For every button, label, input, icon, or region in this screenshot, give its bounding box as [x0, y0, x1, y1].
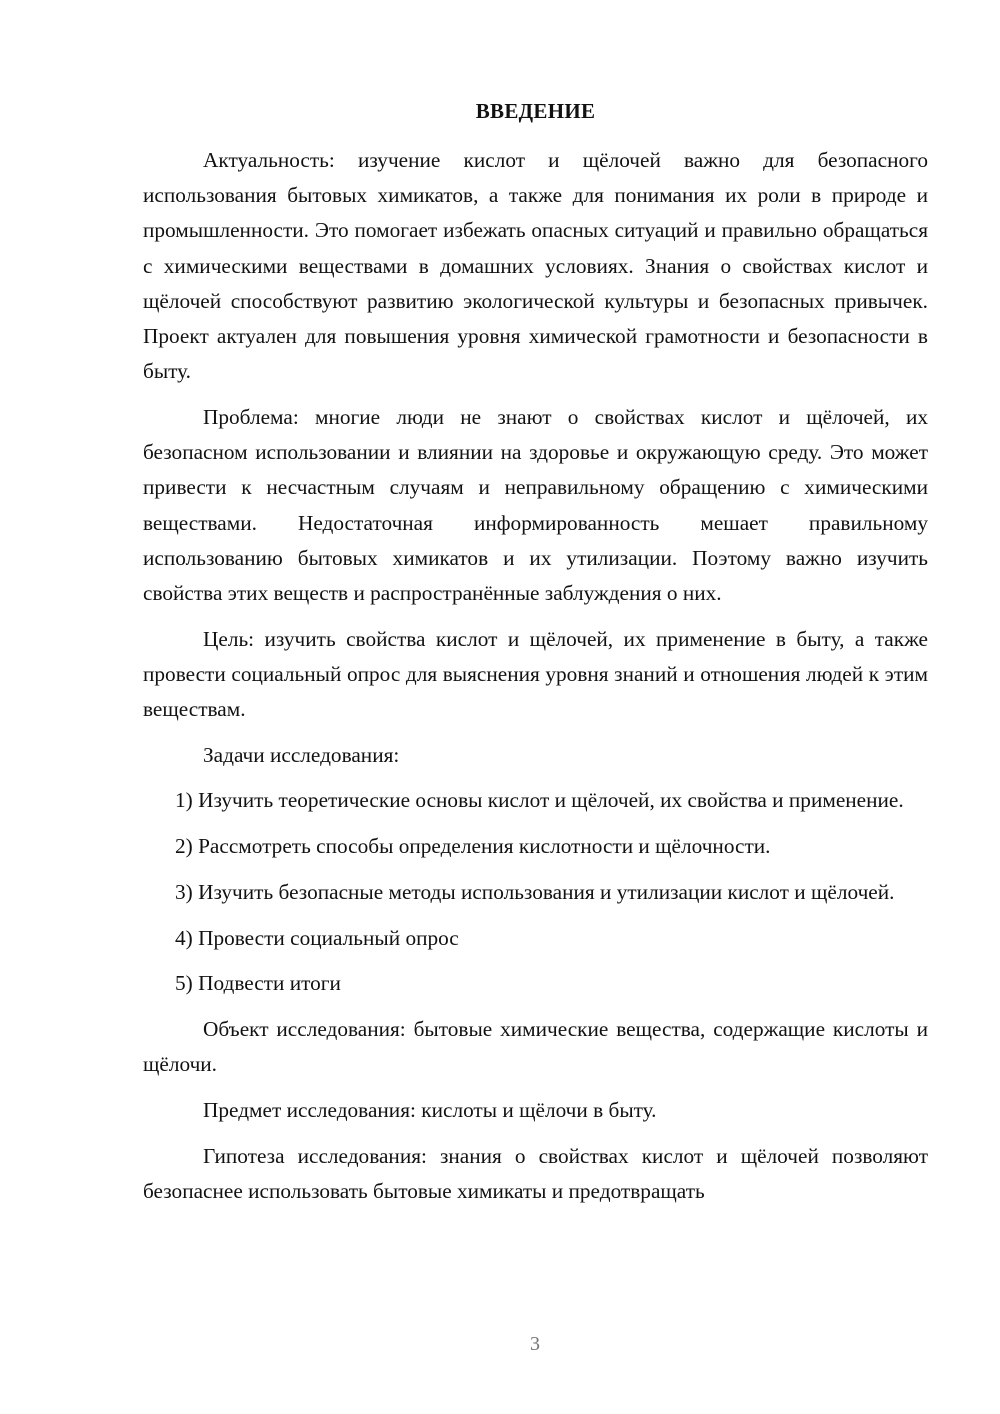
paragraph-goal: Цель: изучить свойства кислот и щёлочей, их применение в быту, а также провести социальный опрос для выяснения уровня знаний и отношения людей к этим веществам. [143, 626, 928, 722]
document-body [143, 94, 928, 1219]
task-item: 1) Изучить теоретические основы кислот и щёлочей, их свойства и применение. [175, 788, 904, 813]
paragraph-object: Объект исследования: бытовые химические вещества, содержащие кислоты и щёлочи. [143, 1016, 928, 1077]
paragraph-relevance: Актуальность: изучение кислот и щёлочей важно для безопасного использования бытовых химикатов, а также для понимания их роли в природе и промышленности. Это помогает избежать опасных ситуаций и правильно обращаться с химическими веществами в домашних условиях. Знания о свойствах кислот и щёлочей способствуют развитию экологической культуры и безопасных привычек. Проект актуален для повышения уровня химической грамотности и безопасности в быту. [143, 148, 928, 384]
paragraph-tasks-heading: Задачи исследования: [203, 742, 400, 767]
paragraph-problem: Проблема: многие люди не знают о свойствах кислот и щёлочей, их безопасном использовании и влиянии на здоровье и окружающую среду. Это может привести к несчастным случаям и неправильному обращению с химическими веществами. Недостаточная информированность мешает правильному использованию бытовых химикатов и их утилизации. Поэтому важно изучить свойства этих веществ и распространённые заблуждения о них. [143, 404, 928, 605]
paragraph-subject: Предмет исследования: кислоты и щёлочи в быту. [203, 1097, 657, 1122]
task-item: 3) Изучить безопасные методы использования и утилизации кислот и щёлочей. [175, 879, 895, 904]
section-title: ВВЕДЕНИЕ [475, 99, 596, 123]
task-item: 5) Подвести итоги [175, 971, 341, 996]
tasks-list [143, 783, 928, 1001]
page-number: 3 [530, 1333, 540, 1355]
task-item: 2) Рассмотреть способы определения кислотности и щёлочности. [175, 834, 771, 859]
paragraph-hypothesis: Гипотеза исследования: знания о свойствах кислот и щёлочей позволяют безопаснее использовать бытовые химикаты и предотвращать [143, 1143, 928, 1203]
task-item: 4) Провести социальный опрос [175, 925, 459, 950]
